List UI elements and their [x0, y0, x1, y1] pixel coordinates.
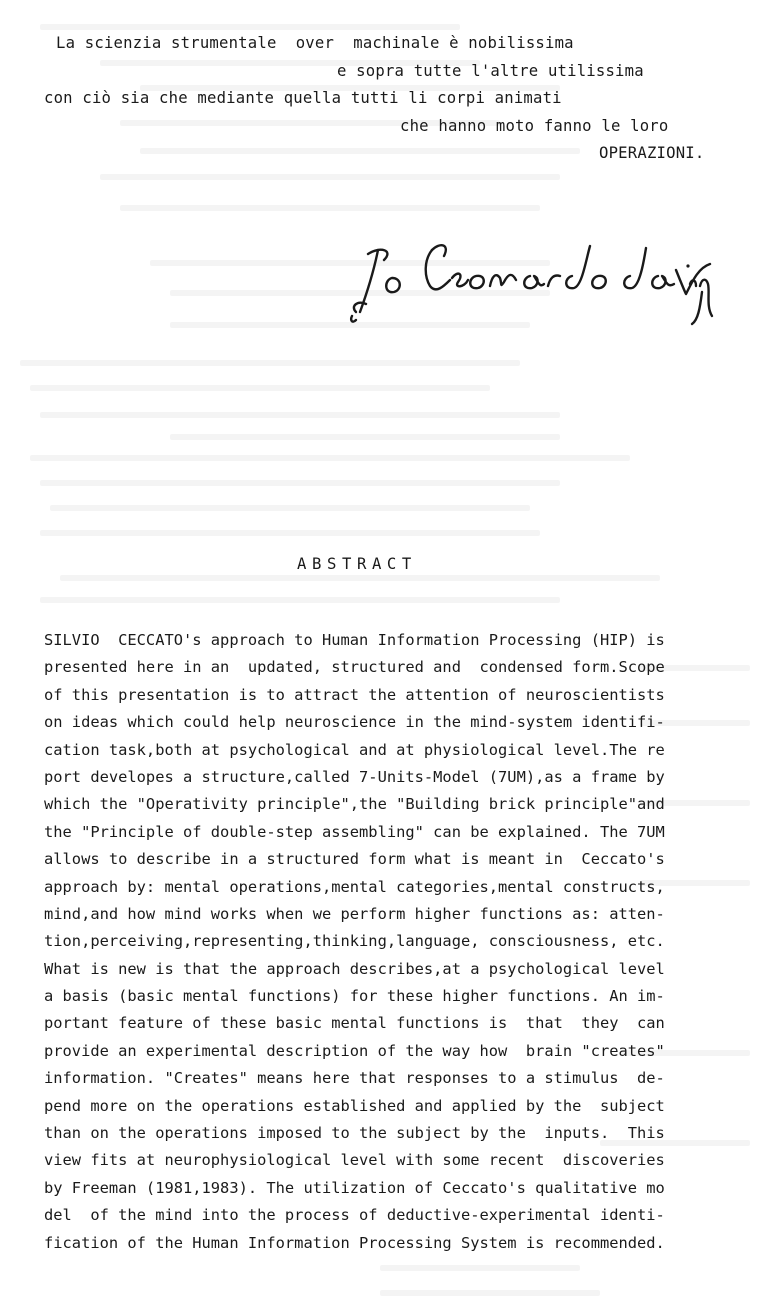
abstract-line: tion,perceiving,representing,thinking,language, consciousness, etc.: [44, 932, 665, 951]
abstract-body: [44, 627, 724, 1257]
abstract-line: than on the operations imposed to the subject by the inputs. This: [44, 1124, 665, 1143]
abstract-line: pend more on the operations established and applied by the subject: [44, 1096, 665, 1115]
abstract-line: by Freeman (1981,1983). The utilization of Ceccato's qualitative mo: [44, 1178, 665, 1197]
abstract-heading: ABSTRACT: [297, 555, 417, 573]
abstract-line: of this presentation is to attract the attention of neuroscientists: [44, 685, 665, 704]
epigraph-line: e sopra tutte l'altre utilissima: [337, 61, 644, 80]
epigraph-line: OPERAZIONI.: [599, 144, 705, 162]
abstract-line: port developes a structure,called 7-Units-Model (7UM),as a frame by: [44, 767, 665, 786]
abstract-line: information. "Creates" means here that responses to a stimulus de-: [44, 1069, 665, 1088]
abstract-line: which the "Operativity principle",the "Building brick principle"and: [44, 795, 665, 814]
abstract-line: What is new is that the approach describes,at a psychological level: [44, 959, 665, 978]
epigraph-line: che hanno moto fanno le loro: [400, 116, 669, 135]
abstract-line: approach by: mental operations,mental categories,mental constructs,: [44, 877, 665, 896]
abstract-line: provide an experimental description of the way how brain "creates": [44, 1041, 665, 1060]
abstract-line: on ideas which could help neuroscience in the mind-system identifi-: [44, 713, 665, 732]
abstract-line: cation task,both at psychological and at physiological level.The re: [44, 740, 665, 759]
abstract-line: allows to describe in a structured form what is meant in Ceccato's: [44, 850, 665, 869]
epigraph-line: con ciò sia che mediante quella tutti li corpi animati: [44, 89, 562, 107]
abstract-line: portant feature of these basic mental functions is that they can: [44, 1014, 665, 1033]
abstract-line: presented here in an updated, structured and condensed form.Scope: [44, 658, 665, 677]
abstract-line: del of the mind into the process of deductive-experimental identi-: [44, 1206, 665, 1225]
epigraph-line: La scienzia strumentale over machinale è nobilissima: [56, 34, 574, 52]
abstract-line: the "Principle of double-step assembling" can be explained. The 7UM: [44, 822, 665, 841]
abstract-line: mind,and how mind works when we perform higher functions as: atten-: [44, 904, 665, 923]
leonardo-signature: [340, 220, 720, 330]
abstract-line: view fits at neurophysiological level with some recent discoveries: [44, 1151, 665, 1170]
abstract-line: SILVIO CECCATO's approach to Human Information Processing (HIP) is: [44, 631, 665, 649]
abstract-line: a basis (basic mental functions) for these higher functions. An im-: [44, 987, 665, 1006]
abstract-line: fication of the Human Information Processing System is recommended.: [44, 1233, 665, 1252]
